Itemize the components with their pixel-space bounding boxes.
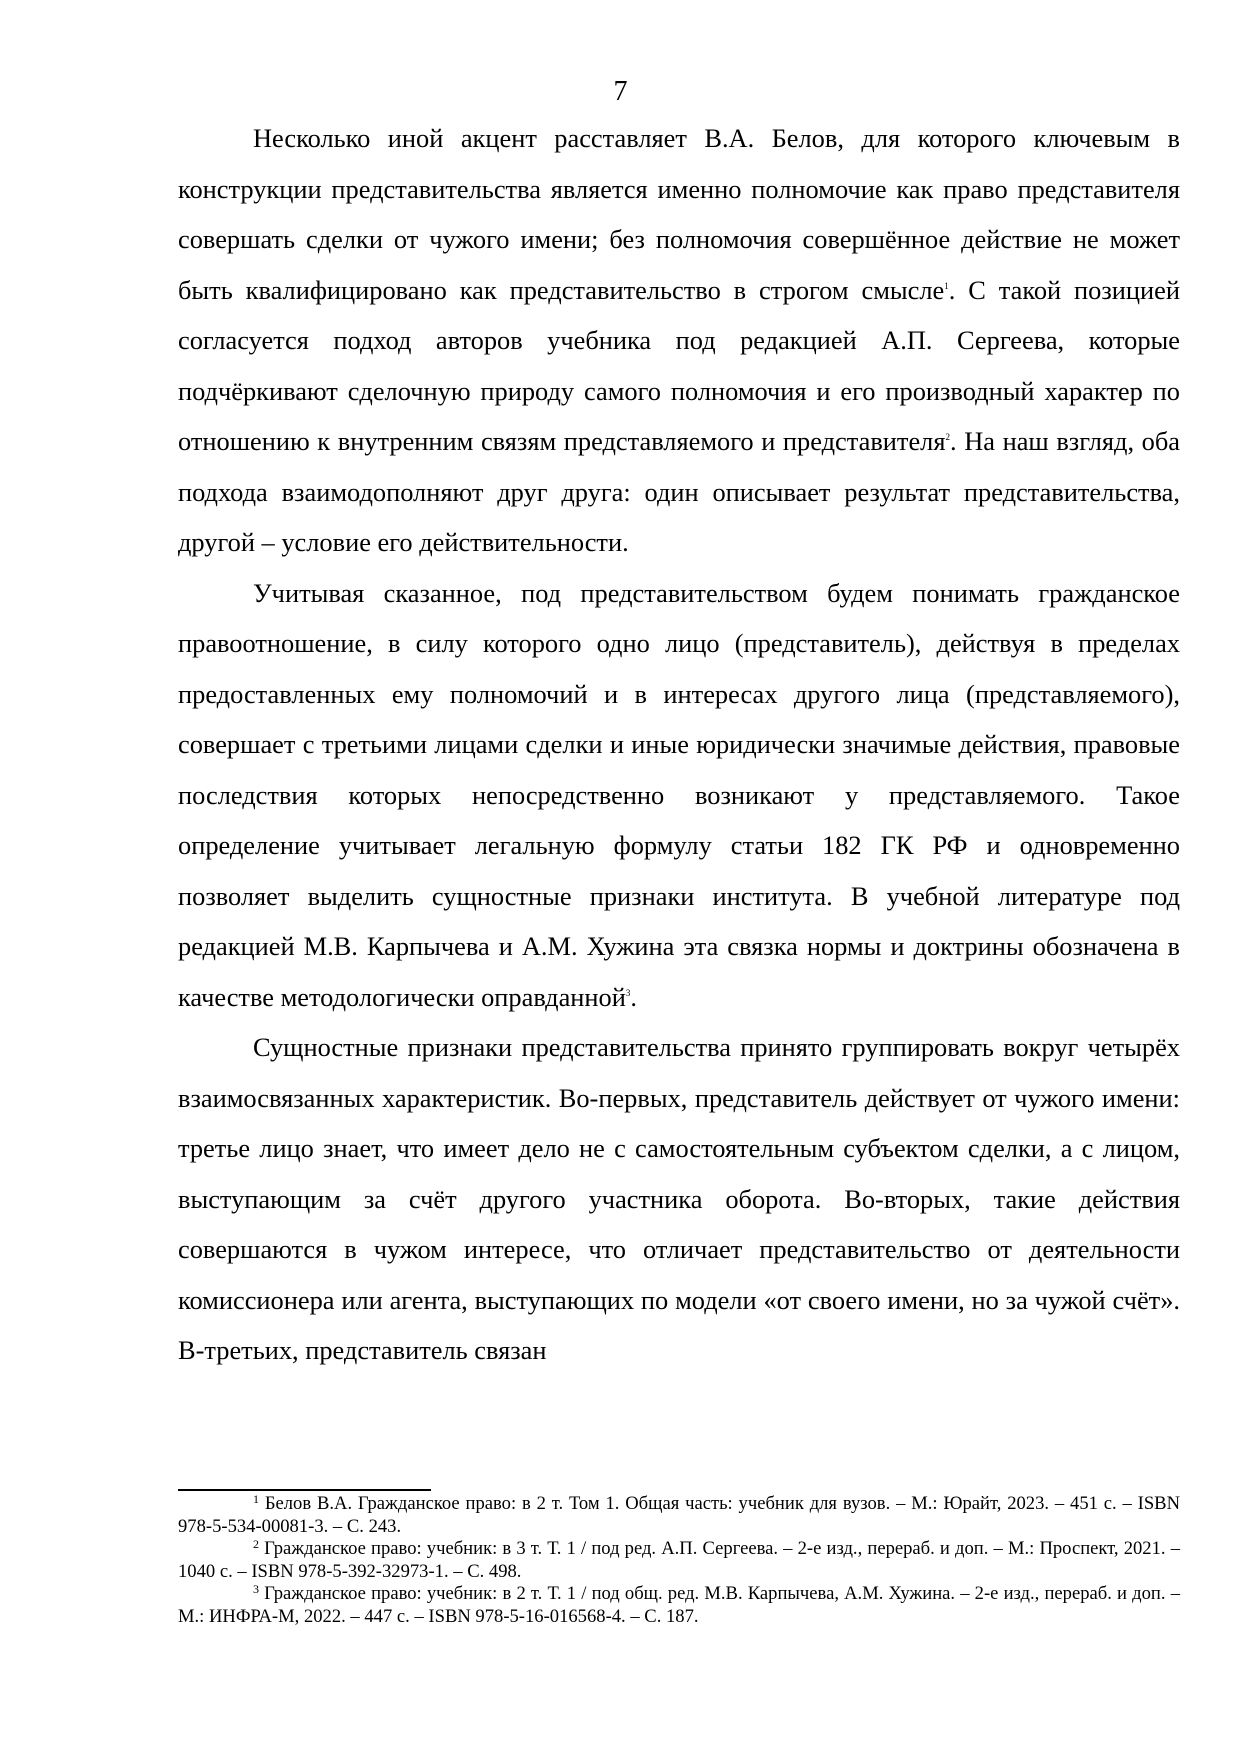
- footnote: [178, 1538, 1180, 1583]
- footnotes: [178, 1493, 1180, 1629]
- footnote-reference[interactable]: 2: [945, 432, 950, 442]
- footnote-reference[interactable]: 1: [944, 280, 949, 291]
- footnote-text: Гражданское право: учебник: в 3 т. Т. 1 / под ред. А.П. Сергеева. – 2-е изд., перераб. и доп. – М.: Проспект, 2021. – 1040 с. – ISBN 978-5-392-32973-1. – С. 498.: [178, 1538, 1180, 1582]
- footnote-text: Белов В.А. Гражданское право: в 2 т. Том 1. Общая часть: учебник для вузов. – М.: Юрайт, 2023. – 451 с. – ISBN 978-5-534-00081-3. – С. 243.: [178, 1493, 1180, 1537]
- footnote-mark: 1: [253, 1492, 259, 1506]
- paragraph-representation-approaches: [178, 113, 1180, 568]
- page-number: 7: [613, 76, 628, 107]
- paragraph-essential-features: [178, 1022, 1180, 1376]
- footnote: [178, 1493, 1180, 1538]
- footnote: [178, 1583, 1180, 1628]
- paragraph-text: Несколько иной акцент расставляет В.А. Белов, для которого ключевым в конструкции представительства является именно полномочие как право представителя совершать сделки от чужого имени; без полномочия совершённое действие не может быть квалифицировано как представительство в строгом смысле: [178, 123, 1180, 305]
- footnote-separator: [178, 1489, 431, 1491]
- body-text: [178, 113, 1180, 1376]
- paragraph-text: . На наш взгляд, оба подхода взаимодополняют друг друга: один описывает результат представительства, другой – условие его действительности.: [178, 426, 1180, 557]
- paragraph-text: .: [630, 981, 637, 1012]
- footnote-mark: 2: [253, 1537, 259, 1552]
- paragraph-text: . С такой позицией согласуется подход авторов учебника под редакцией А.П. Сергеева, которые подчёркивают сделочную природу самого полномочия и его производный характер по отношению к внутренним связям представляемого и представителя: [178, 274, 1180, 456]
- footnote-text: Гражданское право: учебник: в 2 т. Т. 1 / под общ. ред. М.В. Карпычева, А.М. Хужина. – 2-е изд., перераб. и доп. – М.: ИНФРА-М, 2022. – 447 с. – ISBN 978-5-16-016568-4. – С. 187.: [178, 1583, 1180, 1627]
- footnote-mark: 3: [253, 1582, 259, 1597]
- paragraph-text: Учитывая сказанное, под представительством будем понимать гражданское правоотношение, в силу которого одно лицо (представитель), действуя в пределах предоставленных ему полномочий и в интересах другого лица (представляемого), совершает с третьими лицами сделки и иные юридически значимые действия, правовые последствия которых непосредственно возникают у представляемого. Такое определение учитывает легальную формулу статьи 182 ГК РФ и одновременно позволяет выделить сущностные признаки института. В учебной литературе под редакцией М.В. Карпычева и А.М. Хужина эта связка нормы и доктрины обозначена в качестве методологически оправданной: [178, 577, 1180, 1012]
- paragraph-definition: [178, 568, 1180, 1023]
- footnote-reference[interactable]: 3: [625, 987, 631, 998]
- paragraph-text: Сущностные признаки представительства принято группировать вокруг четырёх взаимосвязанных характеристик. Во-первых, представитель действует от чужого имени: третье лицо знает, что имеет дело не с самостоятельным субъектом сделки, а с лицом, выступающим за счёт другого участника оборота. Во-вторых, такие действия совершаются в чужом интересе, что отличает представительство от деятельности комиссионера или агента, выступающих по модели «от своего имени, но за чужой счёт». В-третьих, представитель связан: [178, 1032, 1180, 1365]
